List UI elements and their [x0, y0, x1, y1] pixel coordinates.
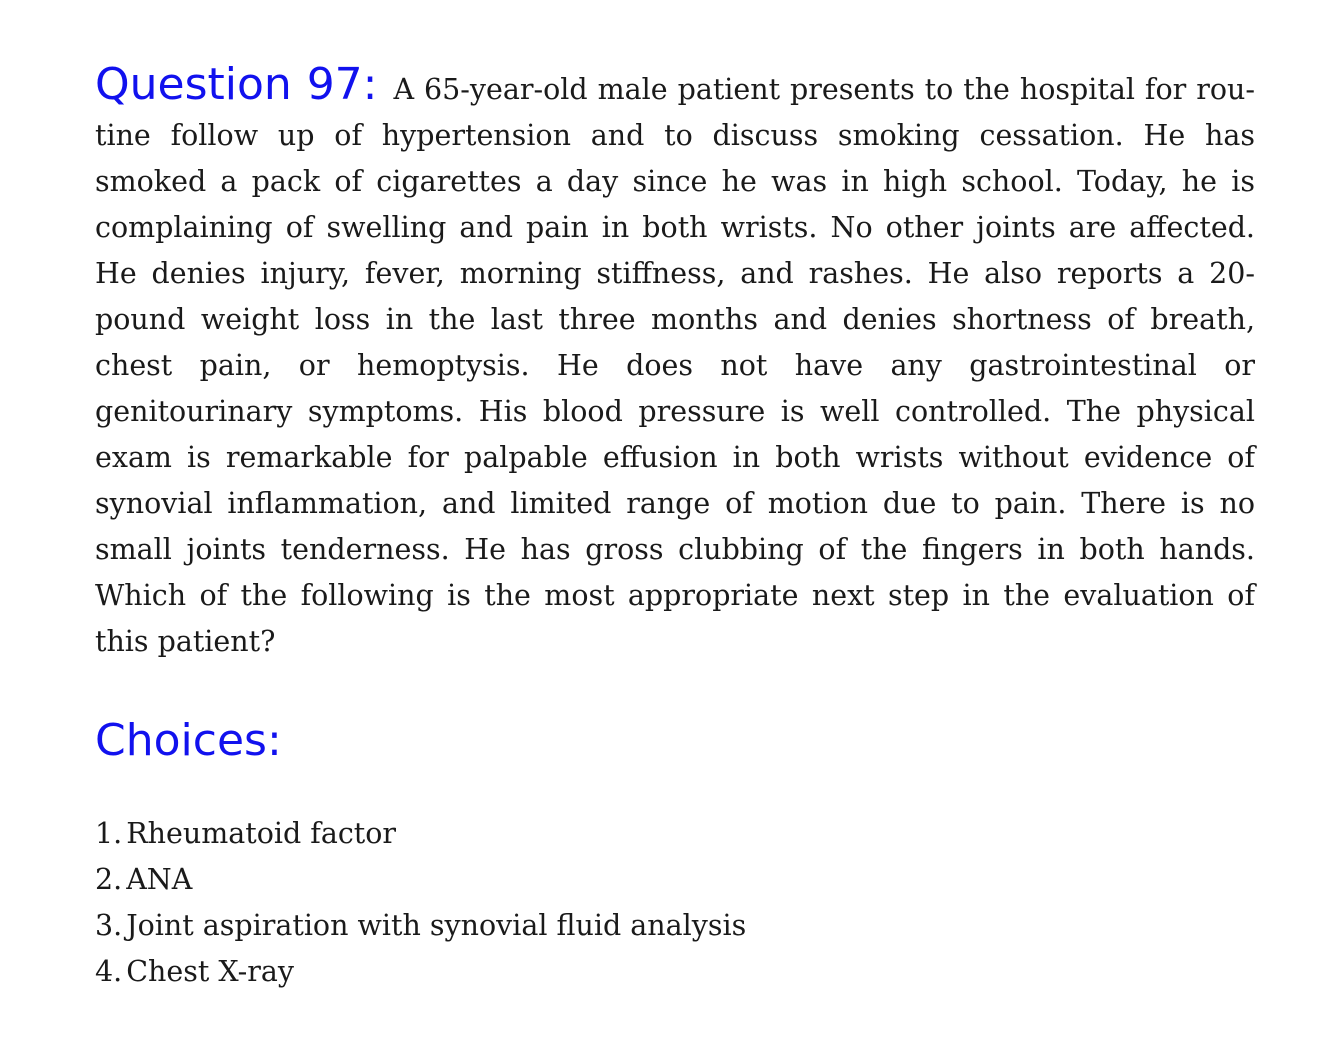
choice-text: Chest X-ray: [126, 955, 294, 988]
choice-item: [95, 857, 1255, 903]
question-page: [95, 59, 1255, 995]
question-text: A 65-year-old male patient presents to the hospital for routine follow up of hypertension and to discuss smoking cessation. He has smoked a pack of cigarettes a day since he was in high school. Today, he is complaining of swelling and pain in both wrists. No other joints are affected. He denies injury, fever, morning stiffness, and rashes. He also reports a 20-pound weight loss in the last three months and denies shortness of breath, chest pain, or hemoptysis. He does not have any gastrointestinal or genitourinary symptoms. His blood pressure is well controlled. The physical exam is remarkable for palpable effusion in both wrists without evidence of synovial inflammation, and limited range of motion due to pain. There is no small joints tenderness. He has gross clubbing of the fingers in both hands. Which of the following is the most appropriate next step in the evaluation of this patient?: [95, 73, 1255, 658]
choice-number: 4.: [95, 955, 123, 988]
question-label: Question 97:: [95, 59, 378, 110]
question-block: [95, 59, 1255, 665]
choice-number: 3.: [95, 909, 123, 942]
choice-number: 1.: [95, 817, 123, 850]
choice-text: ANA: [126, 863, 193, 896]
choices-list: [95, 811, 1255, 995]
choice-item: [95, 949, 1255, 995]
choice-text: Rheumatoid factor: [126, 817, 397, 850]
choice-text: Joint aspiration with synovial fluid analysis: [126, 909, 747, 942]
choice-item: [95, 903, 1255, 949]
choice-item: [95, 811, 1255, 857]
choice-number: 2.: [95, 863, 123, 896]
choices-heading: Choices:: [95, 715, 282, 766]
